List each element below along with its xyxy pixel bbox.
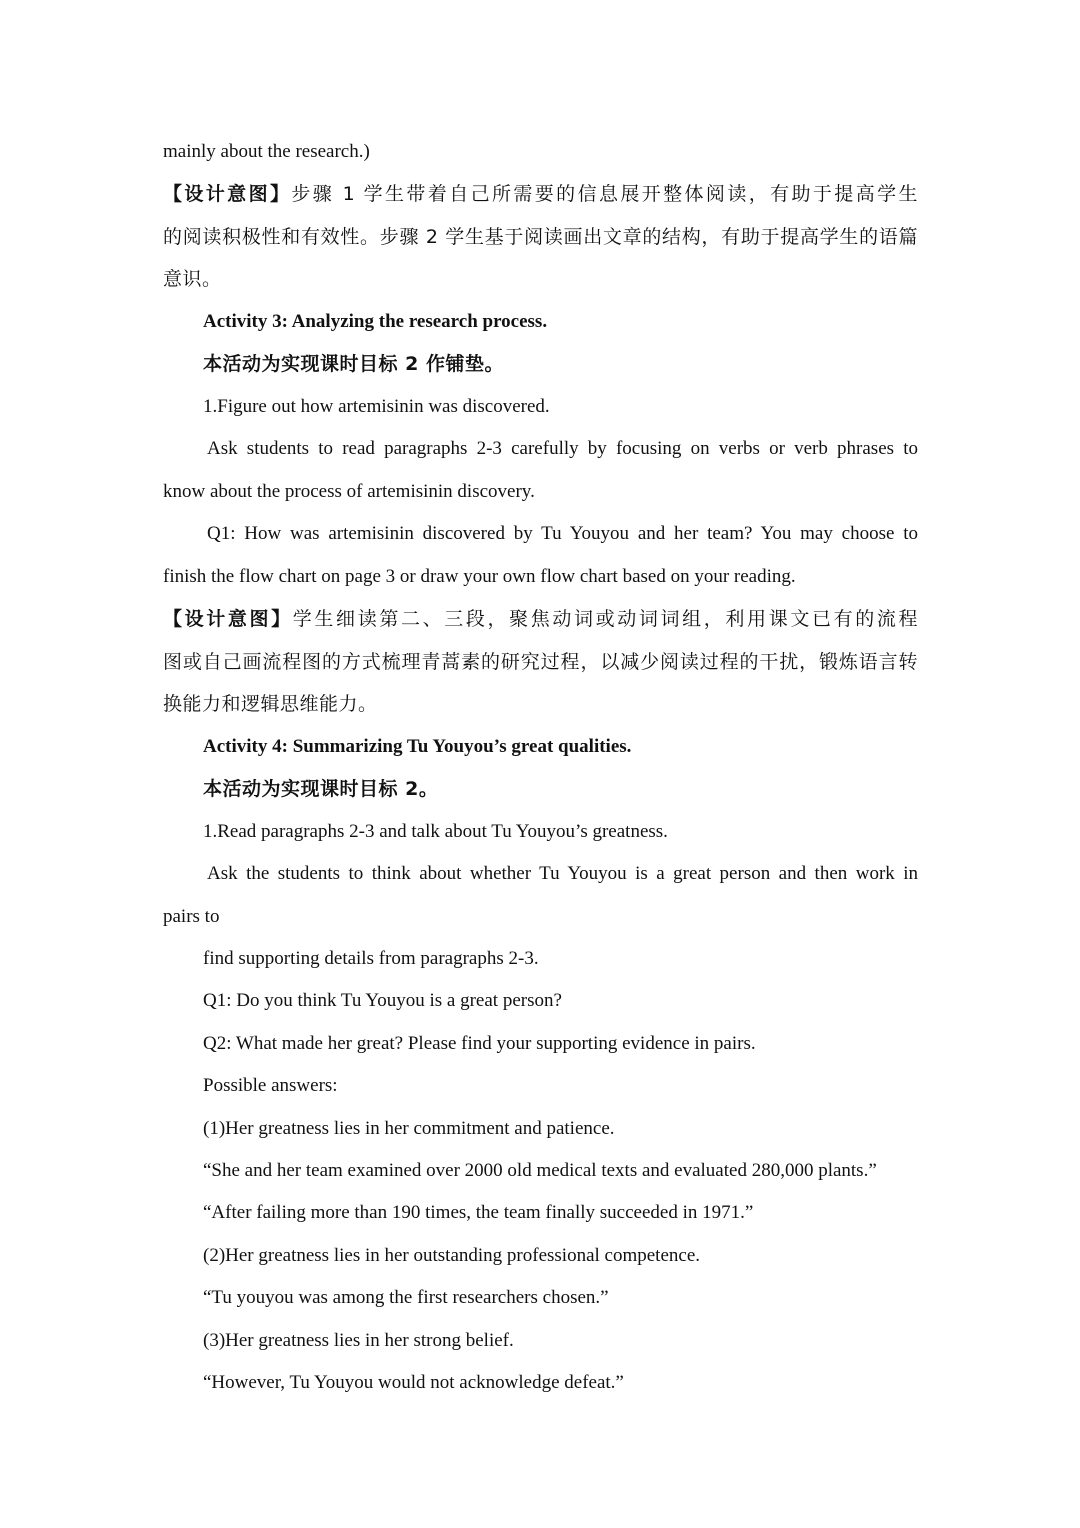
- text-line: 1.Figure out how artemisinin was discovered.: [203, 396, 550, 417]
- activity-4-goal: 本活动为实现课时目标 2。: [203, 778, 439, 800]
- text-line: Ask students to read paragraphs 2-3 carefully by focusing on verbs or verb phrases to: [207, 438, 918, 459]
- text-line: 的阅读积极性和有效性。步骤 2 学生基于阅读画出文章的结构，有助于提高学生的语篇: [163, 226, 918, 248]
- text-line: Q1: How was artemisinin discovered by Tu Youyou and her team? You may choose to: [207, 523, 918, 544]
- activity-4-heading: Activity 4: Summarizing Tu Youyou’s great qualities.: [203, 736, 632, 757]
- text-line: find supporting details from paragraphs 2-3.: [203, 948, 539, 969]
- activity-3-heading: Activity 3: Analyzing the research process.: [203, 311, 548, 332]
- text-line: Q2: What made her great? Please find your supporting evidence in pairs.: [203, 1033, 756, 1054]
- answer-point: (3)Her greatness lies in her strong belief.: [203, 1330, 514, 1351]
- design-intent-tag: 【设计意图】: [163, 608, 293, 630]
- text-line: 步骤 1 学生带着自己所需要的信息展开整体阅读，有助于提高学生: [291, 183, 918, 205]
- text-line: Possible answers:: [203, 1075, 338, 1096]
- quote-line: “However, Tu Youyou would not acknowledge defeat.”: [203, 1372, 624, 1393]
- answer-point: (1)Her greatness lies in her commitment and patience.: [203, 1118, 615, 1139]
- quote-line: “She and her team examined over 2000 old medical texts and evaluated 280,000 plants.”: [203, 1160, 877, 1181]
- text-line: finish the flow chart on page 3 or draw your own flow chart based on your reading.: [163, 566, 796, 587]
- quote-line: “After failing more than 190 times, the team finally succeeded in 1971.”: [203, 1202, 754, 1223]
- text-line: 换能力和逻辑思维能力。: [163, 693, 378, 715]
- design-intent-tag: 【设计意图】: [163, 183, 292, 205]
- text-line: 1.Read paragraphs 2-3 and talk about Tu Youyou’s greatness.: [203, 821, 668, 842]
- text-line: 图或自己画流程图的方式梳理青蒿素的研究过程，以减少阅读过程的干扰，锻炼语言转: [163, 651, 918, 673]
- quote-line: “Tu youyou was among the first researchers chosen.”: [203, 1287, 609, 1308]
- activity-3-goal: 本活动为实现课时目标 2 作铺垫。: [203, 353, 504, 375]
- answer-point: (2)Her greatness lies in her outstanding professional competence.: [203, 1245, 701, 1266]
- design-intent-paragraph-2: [163, 606, 918, 632]
- text-line: mainly about the research.): [163, 141, 370, 162]
- text-line: Ask the students to think about whether Tu Youyou is a great person and then work in: [207, 863, 918, 884]
- text-line: Q1: Do you think Tu Youyou is a great person?: [203, 990, 562, 1011]
- design-intent-paragraph-1: [163, 181, 918, 207]
- text-line: 意识。: [163, 268, 222, 290]
- text-line: pairs to: [163, 906, 220, 927]
- text-line: know about the process of artemisinin discovery.: [163, 481, 535, 502]
- text-line: 学生细读第二、三段，聚焦动词或动词词组，利用课文已有的流程: [292, 608, 918, 630]
